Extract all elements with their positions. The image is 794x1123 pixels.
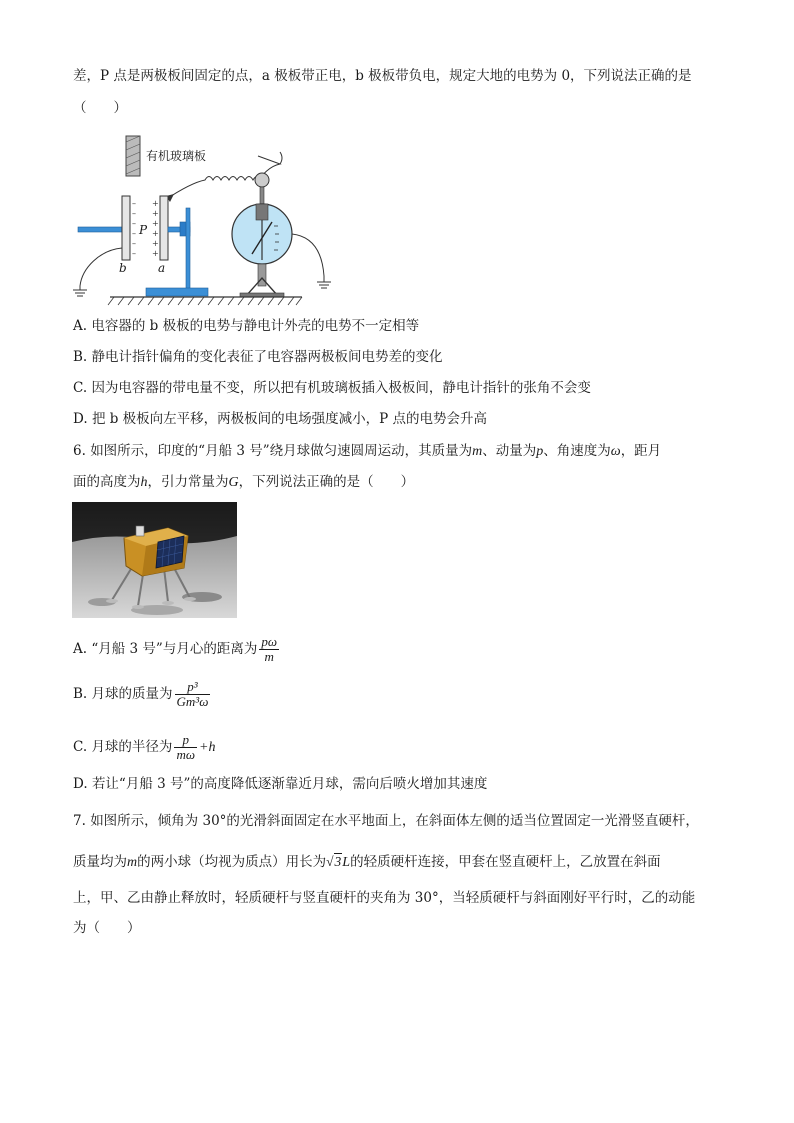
sqrt-expression: √3L <box>326 854 351 870</box>
q7-line2-part-b: 的两小球（均视为质点）用长为 <box>137 854 327 870</box>
q5-option-a-text: 电容器的 b 极板的电势与静电计外壳的电势不一定相等 <box>91 318 420 334</box>
q6-option-d-text: 若让“月船 3 号”的高度降低逐渐靠近月球，需向后喷火增加其速度 <box>91 776 488 792</box>
q6-option-a-fraction <box>259 635 279 664</box>
q6-option-d <box>73 774 487 794</box>
q5-option-d-text: 把 b 极板向左平移，两极板间的电场强度减小，P 点的电势会升高 <box>91 411 488 427</box>
svg-text:–: – <box>132 239 136 248</box>
svg-text:–: – <box>132 199 136 208</box>
svg-text:–: – <box>132 219 136 228</box>
q5-stem-line1: 差，P 点是两极板间固定的点，a 极板带正电，b 极板带负电，规定大地的电势为 0，下列说法正确的是 <box>73 68 692 84</box>
fraction-denominator: m <box>259 649 279 664</box>
q6-option-b <box>73 680 212 709</box>
svg-text:+: + <box>152 239 159 248</box>
var-l: L <box>342 855 351 870</box>
svg-text:–: – <box>132 249 136 258</box>
q6-option-c <box>73 733 215 762</box>
q7-number: 7. <box>73 813 86 829</box>
q6-option-b-letter: B. <box>73 686 88 702</box>
svg-text:–: – <box>132 229 136 238</box>
svg-text:–: – <box>132 209 136 218</box>
plate-b <box>122 196 130 260</box>
var-h: h <box>140 475 148 490</box>
fraction-numerator: p³ <box>187 679 198 694</box>
q6-option-a <box>73 635 281 664</box>
glass-plate-label: 有机玻璃板 <box>146 149 207 163</box>
var-p: p <box>536 444 544 459</box>
q7-line1 <box>73 811 699 831</box>
q5-option-d-letter: D. <box>73 411 88 427</box>
q6-option-c-fraction <box>174 733 197 762</box>
fraction-denominator: mω <box>176 747 196 762</box>
label-p: P <box>139 223 148 237</box>
q5-option-a <box>73 316 419 336</box>
svg-text:+: + <box>152 199 159 208</box>
var-m: m <box>127 855 138 870</box>
q6-stem-part-b: 、动量为 <box>482 443 537 459</box>
svg-text:+: + <box>152 229 159 238</box>
var-g: G <box>228 475 239 490</box>
q6-stem-part-c: 、角速度为 <box>543 443 611 459</box>
q5-option-a-letter: A. <box>73 318 88 334</box>
q6-stem-part-d: ，距月 <box>620 443 662 459</box>
var-omega: ω <box>610 444 621 459</box>
q6-stem-line1 <box>73 441 661 462</box>
q5-option-b <box>73 347 443 367</box>
q6-option-b-text: 月球的质量为 <box>91 686 173 702</box>
q5-option-b-letter: B. <box>73 349 88 365</box>
q6-stem-part-f: ，引力常量为 <box>147 474 229 490</box>
fraction-denominator: Gm³ω <box>176 694 209 709</box>
q6-stem-line2 <box>73 472 414 493</box>
var-m: m <box>472 444 483 459</box>
q7-line4: 为（ ） <box>73 920 141 936</box>
q5-option-d <box>73 409 487 429</box>
sqrt-radicand: 3 <box>334 854 342 869</box>
q6-option-c-letter: C. <box>73 739 88 755</box>
q7-line3: 上，甲、乙由静止释放时，轻质硬杆与竖直硬杆的夹角为 30°，当轻质硬杆与斜面刚好平行时，乙的动能 <box>73 890 696 906</box>
q6-stem-part-e: 面的高度为 <box>73 474 141 490</box>
label-b: b <box>119 261 127 275</box>
glass-plate <box>126 136 140 176</box>
q5-stem-line2: （ ） <box>73 100 127 116</box>
q6-stem-part-a: 如图所示，印度的“月船 3 号”绕月球做匀速圆周运动，其质量为 <box>90 443 473 459</box>
q7-line2 <box>73 852 661 873</box>
q7-line2-part-a: 质量均为 <box>73 854 127 870</box>
electroscope-ball <box>255 173 269 187</box>
q6-option-a-text: “月船 3 号”与月心的距离为 <box>91 641 258 657</box>
q6-stem-part-g: ，下列说法正确的是（ ） <box>238 474 415 490</box>
lunar-lander-image <box>72 502 237 618</box>
q7-line1-text: 如图所示，倾角为 30°的光滑斜面固定在水平地面上，在斜面体左侧的适当位置固定一光滑竖直硬杆， <box>90 813 699 829</box>
q5-option-c-text: 因为电容器的带电量不变，所以把有机玻璃板插入极板间，静电计指针的张角不会变 <box>91 380 591 396</box>
svg-text:+: + <box>152 219 159 228</box>
capacitor-electroscope-figure <box>70 130 340 312</box>
q5-option-c <box>73 378 591 398</box>
rod-b <box>78 227 122 232</box>
q6-option-c-text: 月球的半径为 <box>91 739 173 755</box>
q7-line2-part-c: 的轻质硬杆连接，甲套在竖直硬杆上，乙放置在斜面 <box>350 854 661 870</box>
q6-option-c-tail: +h <box>199 740 216 755</box>
plate-a <box>160 196 168 260</box>
q6-option-d-letter: D. <box>73 776 88 792</box>
label-a: a <box>158 261 166 275</box>
q6-option-a-letter: A. <box>73 641 88 657</box>
q6-number: 6. <box>73 443 86 459</box>
svg-text:+: + <box>152 209 159 218</box>
fraction-numerator: p <box>182 732 189 747</box>
svg-text:+: + <box>152 249 159 258</box>
q5-option-c-letter: C. <box>73 380 88 396</box>
q5-option-b-text: 静电计指针偏角的变化表征了电容器两极板间电势差的变化 <box>91 349 443 365</box>
fraction-numerator: pω <box>261 634 278 649</box>
q6-option-b-fraction <box>175 680 211 709</box>
